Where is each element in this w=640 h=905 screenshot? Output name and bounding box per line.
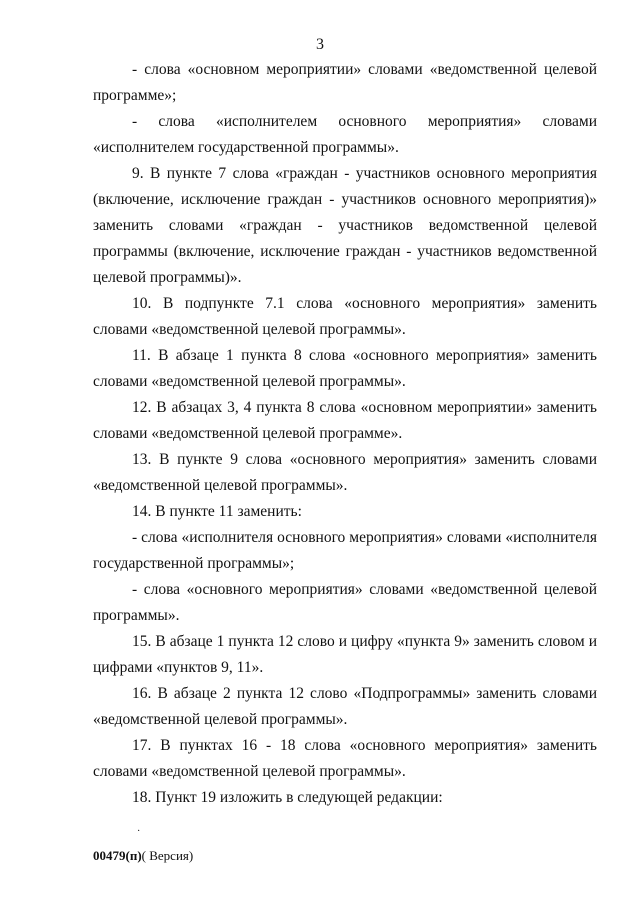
paragraph: 11. В абзаце 1 пункта 8 слова «основного мероприятия» заменить словами «ведомственной целевой программы». [93, 347, 597, 390]
paragraph: 14. В пункте 11 заменить: [132, 503, 302, 520]
paragraph: 10. В подпункте 7.1 слова «основного мероприятия» заменить словами «ведомственной целевой программы». [93, 295, 597, 338]
document-code: 00479(п) [93, 848, 142, 863]
paragraph: 13. В пункте 9 слова «основного мероприятия» заменить словами «ведомственной целевой программы». [93, 451, 597, 494]
document-version: ( Версия) [141, 848, 194, 863]
paragraph: 16. В абзаце 2 пункта 12 слово «Подпрограммы» заменить словами «ведомственной целевой программы». [93, 685, 597, 728]
document-footer [93, 848, 193, 864]
paragraph: 18. Пункт 19 изложить в следующей редакции: [132, 789, 443, 806]
paragraph: - слова «исполнителя основного мероприятия» словами «исполнителя государственной программы»; [93, 529, 597, 572]
paragraph: - слова «исполнителем основного мероприятия» словами «исполнителем государственной программы». [93, 113, 597, 156]
page-number: 3 [316, 36, 324, 53]
paragraph: 12. В абзацах 3, 4 пункта 8 слова «основном мероприятии» заменить словами «ведомственной целевой программе». [93, 399, 597, 442]
paragraph: - слова «основного мероприятия» словами «ведомственной целевой программы». [93, 581, 597, 624]
paragraph: 9. В пункте 7 слова «граждан - участников основного мероприятия (включение, исключение граждан - участников основного мероприятия)» заменить словами «граждан - участников ведомственной целевой программы (включение, исключение граждан - участников ведомственной целевой программы)». [93, 165, 597, 286]
stray-mark: · [137, 826, 141, 837]
paragraph: 15. В абзаце 1 пункта 12 слово и цифру «пункта 9» заменить словом и цифрами «пунктов 9, 11». [93, 633, 597, 676]
paragraph: 17. В пунктах 16 - 18 слова «основного мероприятия» заменить словами «ведомственной целевой программы». [93, 737, 597, 780]
document-body [93, 57, 597, 811]
paragraph: - слова «основном мероприятии» словами «ведомственной целевой программе»; [93, 61, 597, 104]
